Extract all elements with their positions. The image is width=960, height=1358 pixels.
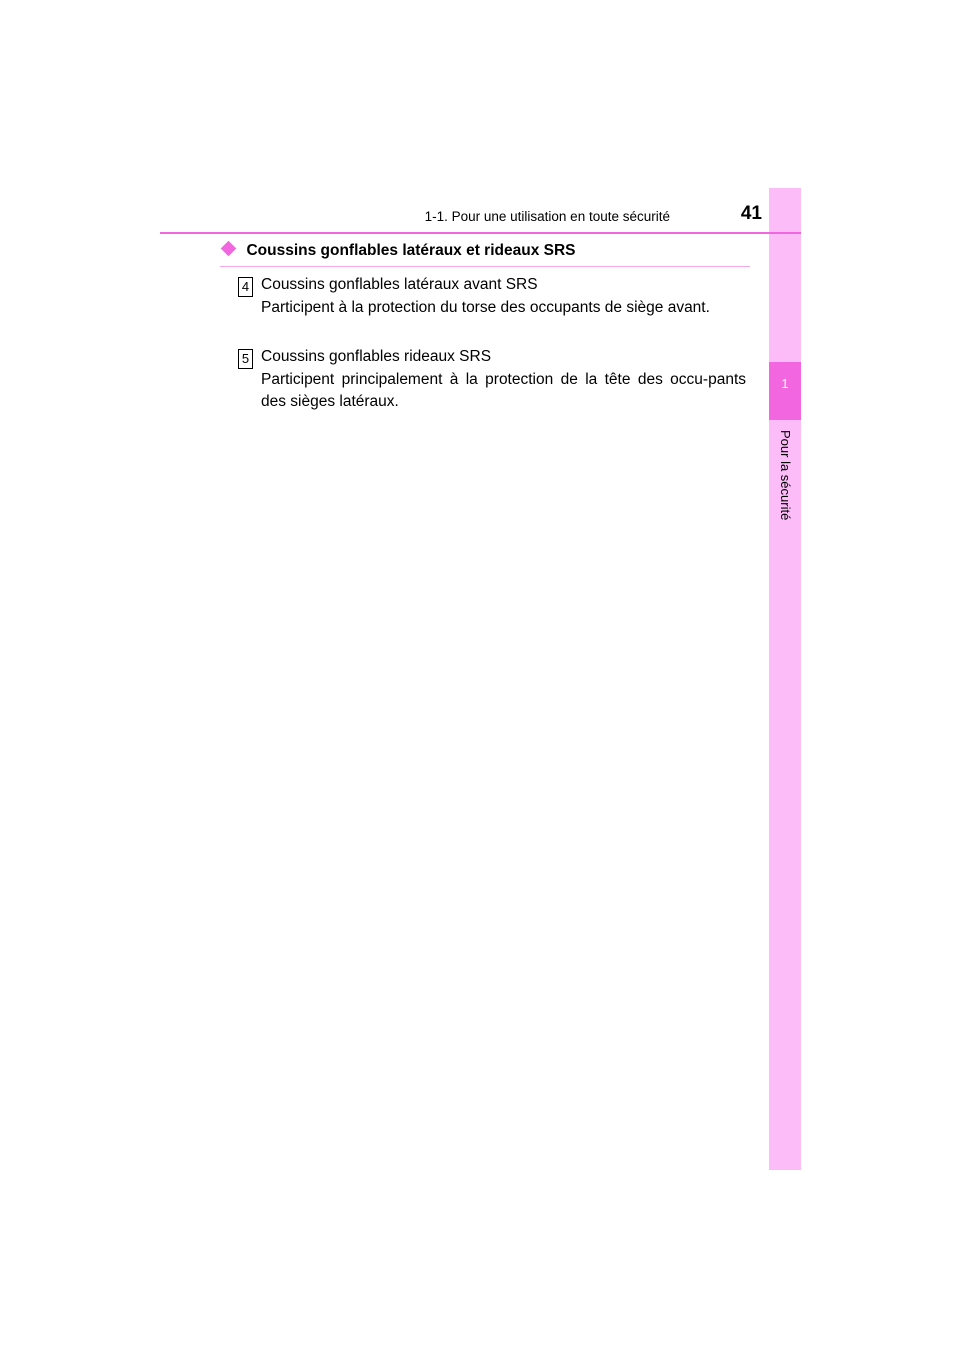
chapter-label: Pour la sécurité: [778, 430, 793, 521]
item-title: Coussins gonflables rideaux SRS: [261, 348, 492, 365]
item-title: Coussins gonflables latéraux avant SRS: [261, 276, 538, 293]
side-tab: [769, 188, 801, 1170]
chapter-number: 1: [781, 376, 789, 391]
item-description: Participent principalement à la protection de la tête des occu-pants des sièges latéraux.: [261, 370, 746, 410]
item-text: [261, 346, 746, 414]
list-item: [238, 274, 746, 319]
item-text: [261, 274, 746, 319]
header-rule: [160, 232, 801, 234]
item-description: Participent à la protection du torse des occupants de siège avant.: [261, 298, 710, 316]
section-heading: [220, 242, 750, 267]
item-number-badge: 4: [238, 277, 253, 297]
side-tab-active-marker: [769, 362, 801, 420]
list-item: [238, 346, 746, 414]
running-header: 1-1. Pour une utilisation en toute sécurité: [424, 209, 670, 224]
item-number-badge: 5: [238, 349, 253, 369]
page-number: 41: [740, 203, 762, 224]
section-heading-text: Coussins gonflables latéraux et rideaux SRS: [246, 242, 576, 259]
diamond-icon: [221, 241, 237, 257]
